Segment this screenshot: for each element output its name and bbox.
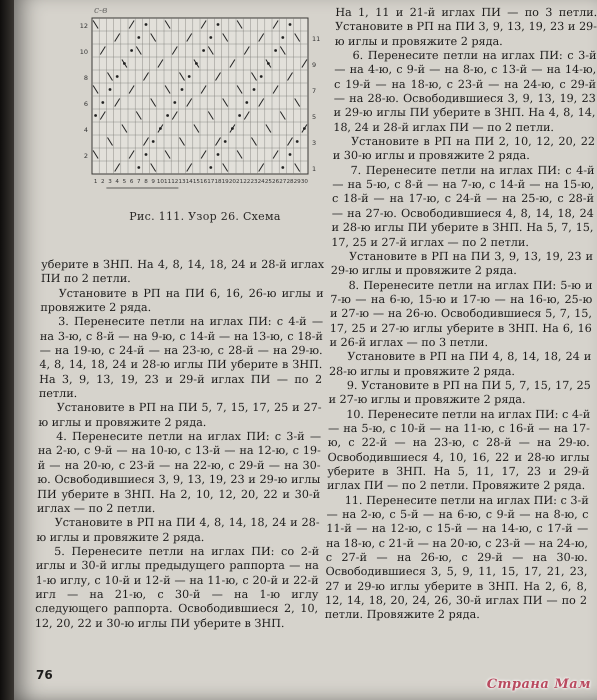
stitch-dot [181, 88, 184, 91]
column-number: 5 [122, 179, 127, 185]
column-number: 30 [300, 179, 308, 185]
stitch-dot [195, 62, 198, 65]
stitch-dot [281, 36, 284, 39]
stitch-dot [209, 166, 212, 169]
right-paragraph: 9. Установите в РП на ПИ 5, 7, 15, 17, 25 и 27-ю иглы и провяжите 2 ряда. [328, 378, 591, 407]
column-number: 4 [115, 179, 119, 185]
stitch-dot [166, 114, 169, 117]
stitch-dot [123, 62, 126, 65]
row-label-right: 9 [312, 60, 317, 69]
left-paragraph: Установите в РП на ПИ 6, 16, 26-ю иглы и провяжите 2 ряда. [40, 286, 324, 315]
stitch-dot [303, 127, 306, 130]
column-number: 11 [164, 179, 172, 185]
book-page [14, 0, 597, 700]
row-label-right: 3 [312, 138, 317, 147]
right-paragraph: 11. Перенесите петли на иглах ПИ: с 3-й — на 2-ю, с 5-й — на 6-ю, с 9-й — на 8-ю, с 11-й — на 12-ю, с 15-й — на 14-ю, с 17-й — на 18-ю, с 21-й — на 20-ю, с 23-й — на 24-ю, с 27-й — на 26-ю, с 29-й — на 30-ю. Освободившиеся 3, 5, 9, 11, 15, 17, 21, 23, 27 и 29-ю иглы уберите в ЗНП. На 2, 6, 8, 12, 14, 18, 20, 24, 26, 30-й иглах ПИ — по 2 петли. Провяжите 2 ряда. [324, 493, 589, 622]
stitch-dot [231, 127, 234, 130]
right-paragraph: Установите в РП на ПИ 2, 10, 12, 20, 22 и 30-ю иглы и провяжите 2 ряда. [332, 135, 596, 163]
column-number: 6 [129, 179, 134, 185]
column-number: 25 [264, 179, 272, 185]
right-paragraph: Установите в РП на ПИ 3, 9, 13, 19, 23 и 29-ю иглы и провяжите 2 ряда. [330, 249, 594, 278]
stitch-dot [289, 153, 292, 156]
stitch-dot [238, 114, 241, 117]
stitch-dot [274, 49, 277, 52]
row-label-right: 1 [312, 164, 317, 173]
column-number: 22 [243, 179, 251, 185]
row-label-left: 8 [83, 73, 88, 82]
column-number: 23 [250, 179, 258, 185]
column-number: 15 [192, 179, 200, 185]
row-label-left: 6 [83, 99, 88, 108]
watermark-logo: Страна Мам [486, 677, 591, 692]
row-label-left: 12 [79, 21, 88, 30]
stitch-dot [296, 140, 299, 143]
stitch-dot [217, 23, 220, 26]
stitch-dot [289, 23, 292, 26]
stitch-dot [152, 140, 155, 143]
column-number: 3 [108, 179, 112, 185]
column-number: 26 [272, 179, 280, 185]
stitch-dot [188, 75, 191, 78]
right-paragraph: 8. Перенесите петли на иглах ПИ: 5-ю и 7-ю — на 6-ю, 15-ю и 17-ю — на 16-ю, 25-ю и 27-ю — на 26-ю. Освободившиеся 5, 7, 15, 17, 25 и 27-ю иглы уберите в ЗНП. На 6, 16 и 26-й иглах — по 3 петли. [329, 278, 593, 349]
column-number: 18 [214, 179, 222, 185]
stitch-dot [116, 75, 119, 78]
pattern-chart [72, 8, 330, 196]
row-label-left: 2 [83, 151, 88, 160]
stitch-dot [101, 101, 104, 104]
stitch-dot [173, 101, 176, 104]
right-column [325, 6, 597, 623]
row-label-left: 4 [83, 125, 88, 134]
stitch-dot [224, 140, 227, 143]
stitch-dot [109, 88, 112, 91]
column-number: 12 [171, 179, 179, 185]
stitch-dot [281, 166, 284, 169]
figure-caption: Рис. 111. Узор 26. Схема [129, 210, 281, 223]
stitch-dot [267, 62, 270, 65]
book-spine [0, 0, 14, 700]
stitch-dot [159, 127, 162, 130]
handwritten-note: с-в [94, 6, 108, 16]
column-number: 14 [185, 179, 193, 185]
left-paragraph: 3. Перенесите петли на иглах ПИ: с 4-й — на 3-ю, с 8-й — на 9-ю, с 14-й — на 13-ю, с 18-й — на 19-ю, с 24-й — на 23-ю, с 28-й — на 29-ю. 4, 8, 14, 18, 24 и 28-ю иглы ПИ уберите в ЗНП. На 3, 9, 13, 19, 23 и 29-й иглах ПИ — по 2 петли. [38, 315, 324, 401]
column-number: 27 [279, 179, 287, 185]
page-number: 76 [36, 668, 53, 682]
left-paragraph: Установите в РП на ПИ 4, 8, 14, 18, 24 и 28-ю иглы и провяжите 2 ряда. [36, 516, 320, 544]
column-number: 13 [178, 179, 186, 185]
column-number: 17 [207, 179, 215, 185]
row-label-right: 7 [312, 86, 317, 95]
left-paragraph: 4. Перенесите петли на иглах ПИ: с 3-й — на 2-ю, с 9-й — на 10-ю, с 13-й — на 12-ю, с 19-й — на 20-ю, с 23-й — на 22-ю, с 29-й — на 30-ю. Освободившиеся 3, 9, 13, 19, 23 и 29-ю иглы ПИ уберите в ЗНП. На 2, 10, 12, 20, 22 и 30-й иглах — по 2 петли. [36, 430, 322, 515]
stitch-dot [260, 75, 263, 78]
stitch-dot [209, 36, 212, 39]
stitch-dot [253, 88, 256, 91]
row-label-right: 5 [312, 112, 317, 121]
stitch-dot [94, 114, 97, 117]
stitch-dot [130, 49, 133, 52]
column-number: 1 [93, 179, 98, 185]
stitch-dot [137, 166, 140, 169]
left-paragraph: Установите в РП на ПИ 5, 7, 15, 17, 25 и 27-ю иглы и провяжите 2 ряда. [38, 401, 322, 429]
column-number: 28 [286, 179, 294, 185]
stitch-dot [145, 153, 148, 156]
right-paragraph: 6. Перенесите петли на иглах ПИ: с 3-й — на 4-ю, с 9-й — на 8-ю, с 13-й — на 14-ю, с 19-й — на 18-ю, с 23-й — на 24-ю, с 29-й — на 28-ю. Освободившиеся 3, 9, 13, 19, 23 и 29-ю иглы ПИ уберите в ЗНП. На 4, 8, 14, 18, 24 и 28-й иглах ПИ — по 2 петли. [333, 49, 597, 134]
column-number: 19 [221, 179, 229, 185]
column-number: 2 [101, 179, 105, 185]
right-paragraph: 7. Перенесите петли на иглах ПИ: с 4-й — на 5-ю, с 8-й — на 7-ю, с 14-й — на 15-ю, с 18-й — на 17-ю, с 24-й — на 25-ю, с 28-й — на 27-ю. Освободившиеся 4, 8, 14, 18, 24 и 28-ю иглы ПИ уберите в ЗНП. На 5, 7, 15, 17, 25 и 27-й иглах — по 2 петли. [331, 163, 595, 249]
right-paragraph: 10. Перенесите петли на иглах ПИ: с 4-й — на 5-ю, с 10-й — на 11-ю, с 16-й — на 17-ю, с 22-й — на 23-ю, с 28-й — на 29-ю. Освободившиеся 4, 10, 16, 22 и 28-ю иглы уберите в ЗНП. На 5, 11, 17, 23 и 29-й иглах ПИ — по 2 петли. Провяжите 2 ряда. [326, 407, 591, 493]
stitch-dot [137, 36, 140, 39]
stitch-dot [145, 23, 148, 26]
column-number: 24 [257, 179, 265, 185]
row-label-right: 11 [312, 34, 321, 43]
column-number: 16 [200, 179, 208, 185]
left-paragraph: уберите в ЗНП. На 4, 8, 14, 18, 24 и 28-й иглах ПИ по 2 петли. [40, 258, 325, 286]
column-number: 20 [228, 179, 236, 185]
column-number: 9 [151, 179, 155, 185]
column-number: 8 [144, 179, 148, 185]
column-number: 10 [156, 179, 164, 185]
right-paragraph: На 1, 11 и 21-й иглах ПИ — по 3 петли. Установите в РП на ПИ 3, 9, 13, 19, 23 и 29-ю иглы и провяжите 2 ряда. [334, 6, 597, 48]
column-number: 29 [293, 179, 301, 185]
column-number: 21 [236, 179, 244, 185]
stitch-dot [217, 153, 220, 156]
right-paragraph: Установите в РП на ПИ 4, 8, 14, 18, 24 и 28-ю иглы и провяжите 2 ряда. [328, 350, 592, 378]
stitch-dot [202, 49, 205, 52]
left-paragraph: 5. Перенесите петли на иглах ПИ: со 2-й иглы и 30-й иглы предыдущего раппорта — на 1-ю иглу, с 10-й и 12-й — на 11-ю, с 20-й и 22-й игл — на 21-ю, с 30-й — на 1-ю иглу следующего раппорта. Освободившиеся 2, 10, 12, 20, 22 и 30-ю иглы ПИ уберите в ЗНП. [34, 544, 320, 630]
row-label-left: 10 [79, 47, 88, 56]
stitch-dot [245, 101, 248, 104]
pattern-chart-svg [72, 8, 330, 196]
column-number: 7 [137, 179, 141, 185]
left-column [35, 258, 325, 631]
